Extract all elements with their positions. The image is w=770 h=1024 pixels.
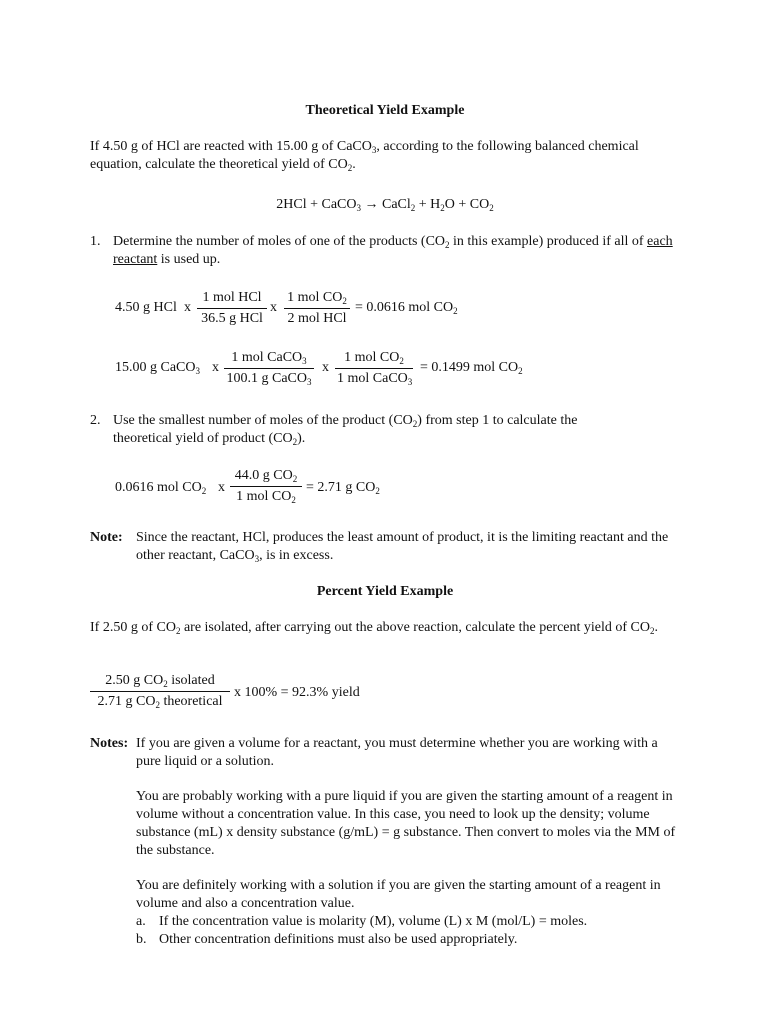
note-label: Note: [90, 530, 123, 545]
notes-item-a: If the concentration value is molarity (M), volume (L) x M (mol/L) = moles. [159, 914, 588, 929]
calc1-times-1: x [184, 300, 191, 315]
calc3-result: = 2.71 g $CO_2$ [306, 480, 380, 496]
percent-yield-title: Percent Yield Example [316, 584, 454, 599]
balanced-equation: 2HCl + CaCO$_3$ → CaCl$_2$ + $H_2O + CO_2$ [276, 197, 494, 213]
calc1-times-2: x [270, 300, 277, 315]
notes-item-b: Other concentration definitions must also be used appropriately. [159, 932, 518, 947]
calc2-result: = 0.1499 mol $CO_2$ [420, 360, 523, 376]
calc2-start: 15.00 g CaCO$_3$ [115, 360, 200, 376]
calc3-fraction: 44.0 g $CO_2$ 1 mol $CO_2$ [230, 467, 302, 505]
percent-result: x 100% = 92.3% yield [234, 685, 360, 700]
notes-item-b-label: b. [136, 932, 147, 947]
note-text: Since the reactant, HCl, produces the least amount of product, it is the limiting reactant and the other reactant, CaCO$_3$, is in excess. [136, 530, 669, 564]
calc2-fraction-2: 1 mol $CO_2$ 1 mol CaCO$_3$ [337, 350, 413, 387]
calc2-times-2: x [322, 360, 329, 375]
notes-label: Notes: [90, 736, 129, 751]
percent-intro: If 2.50 g of $CO_2$ are isolated, after carrying out the above reaction, calculate the percent yield of $CO_2$. [90, 620, 658, 636]
notes-para-2: You are probably working with a pure liquid if you are given the starting amount of a reagent in volume without a concentration value. In this case, you need to look up the density; volume substance (mL) x density substance (g/mL) = g substance. Then convert to moles via the MM of the substance. [136, 789, 676, 858]
calc2-fraction-1: 1 mol CaCO$_3$ 100.1 g CaCO$_3$ [224, 349, 314, 387]
notes-item-a-label: a. [136, 914, 146, 929]
calc1-fraction-2: 1 mol $CO_2$ 2 mol HCl [284, 289, 350, 327]
step1-number: 1. [90, 234, 101, 249]
theoretical-intro: If 4.50 g of HCl are reacted with 15.00 g of CaCO$_3$, according to the following balanced chemical equation, calculate the theoretical yield of $CO_2$. [90, 139, 639, 173]
step2-text: Use the smallest number of moles of the product $(CO_2)$ from step 1 to calculate the theoretical yield of product $(CO_2)$. [113, 413, 578, 447]
calc1-fraction-1: 1 mol HCl 36.5 g HCl [197, 289, 267, 327]
calc3-times: x [218, 480, 225, 495]
calc2-times-1: x [212, 360, 219, 375]
percent-fraction: 2.50 g $CO_2$ isolated 2.71 g $CO_2$ theoretical [90, 672, 230, 710]
notes-para-3: You are definitely working with a solution if you are given the starting amount of a reagent in volume and also a concentration value. [136, 878, 661, 911]
calc1-start: 4.50 g HCl [115, 300, 177, 315]
notes-para-1: If you are given a volume for a reactant, you must determine whether you are working with a pure liquid or a solution. [136, 736, 658, 769]
calc1-result: = 0.0616 mol $CO_2$ [355, 300, 458, 316]
calc3-start: 0.0616 mol $CO_2$ [115, 480, 207, 496]
step1-text: Determine the number of moles of one of the products ($CO_2$ in this example) produced if all of each reactant is used up. [113, 234, 673, 267]
theoretical-yield-title: Theoretical Yield Example [305, 103, 465, 118]
step2-number: 2. [90, 413, 101, 428]
